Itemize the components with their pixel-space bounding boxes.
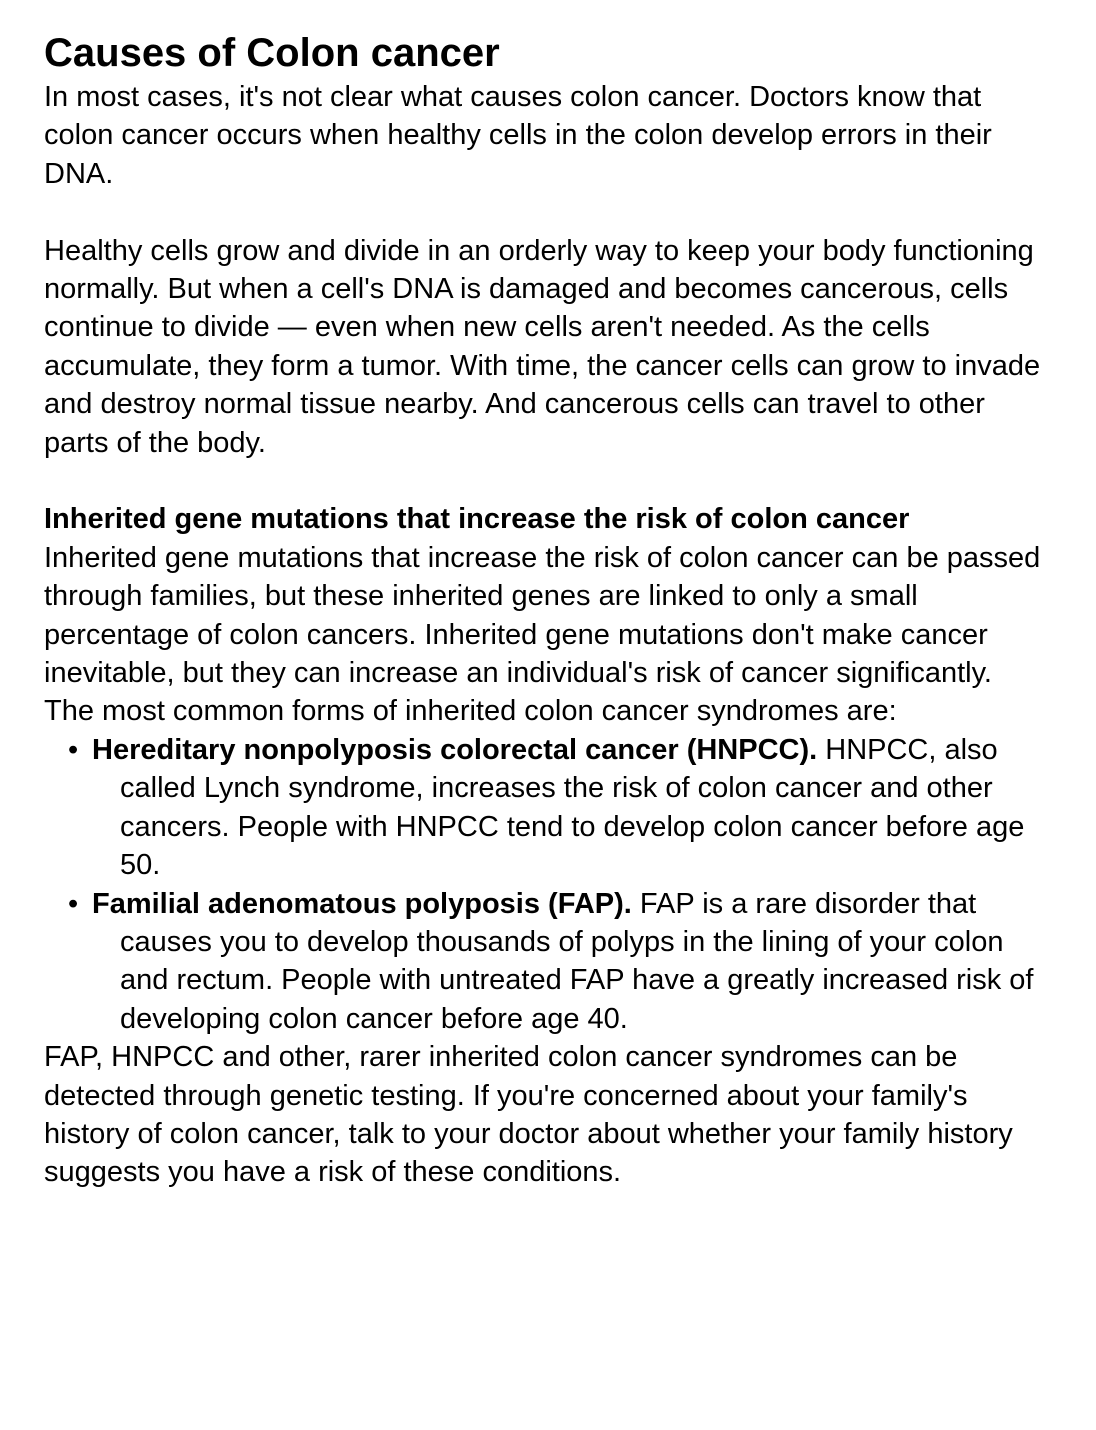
closing-paragraph: FAP, HNPCC and other, rarer inherited colon cancer syndromes can be detected through genetic testing. If you're concerned about your family's history of colon cancer, talk to your doctor about whether your family history suggests you have a risk of these conditions. [44, 1041, 1013, 1189]
list-item-text: FAP is a rare disorder that causes you to develop thousands of polyps in the lining of your colon and rectum. People with untreated FAP have a greatly increased risk of developing colon cancer before age 40. [120, 887, 1034, 1035]
intro-paragraph-2: Healthy cells grow and divide in an orderly way to keep your body functioning normally. But when a cell's DNA is damaged and becomes cancerous, cells continue to divide — even when new cells aren't needed. As the cells accumulate, they form a tumor. With time, the cancer cells can grow to invade and destroy normal tissue nearby. And cancerous cells can travel to other parts of the body. [44, 234, 1041, 459]
paragraph-gap [44, 193, 1056, 231]
list-item [44, 885, 1056, 1039]
inherited-paragraph-2: The most common forms of inherited colon cancer syndromes are: [44, 695, 897, 728]
inherited-paragraph-1: Inherited gene mutations that increase the risk of colon cancer can be passed through families, but these inherited genes are linked to only a small percentage of colon cancers. Inherited gene mutations don't make cancer inevitable, but they can increase an individual's risk of cancer significantly. [44, 541, 1041, 690]
list-item [44, 731, 1056, 885]
bullet-icon: • [68, 887, 79, 920]
list-item-text: HNPCC, also called Lynch syndrome, increases the risk of colon cancer and other cancers. People with HNPCC tend to develop colon cancer before age 50. [120, 733, 1025, 882]
list-item-term: Familial adenomatous polyposis (FAP). [92, 887, 632, 920]
intro-paragraph-1: In most cases, it's not clear what causes colon cancer. Doctors know that colon cancer occurs when healthy cells in the colon develop errors in their DNA. [44, 81, 992, 190]
page-title: Causes of Colon cancer [44, 31, 500, 75]
bullet-icon: • [68, 733, 79, 766]
syndromes-list [44, 731, 1056, 1038]
section-heading-inherited: Inherited gene mutations that increase the risk of colon cancer [44, 503, 910, 536]
paragraph-gap [44, 462, 1056, 500]
list-item-term: Hereditary nonpolyposis colorectal cancer (HNPCC). [92, 733, 818, 766]
